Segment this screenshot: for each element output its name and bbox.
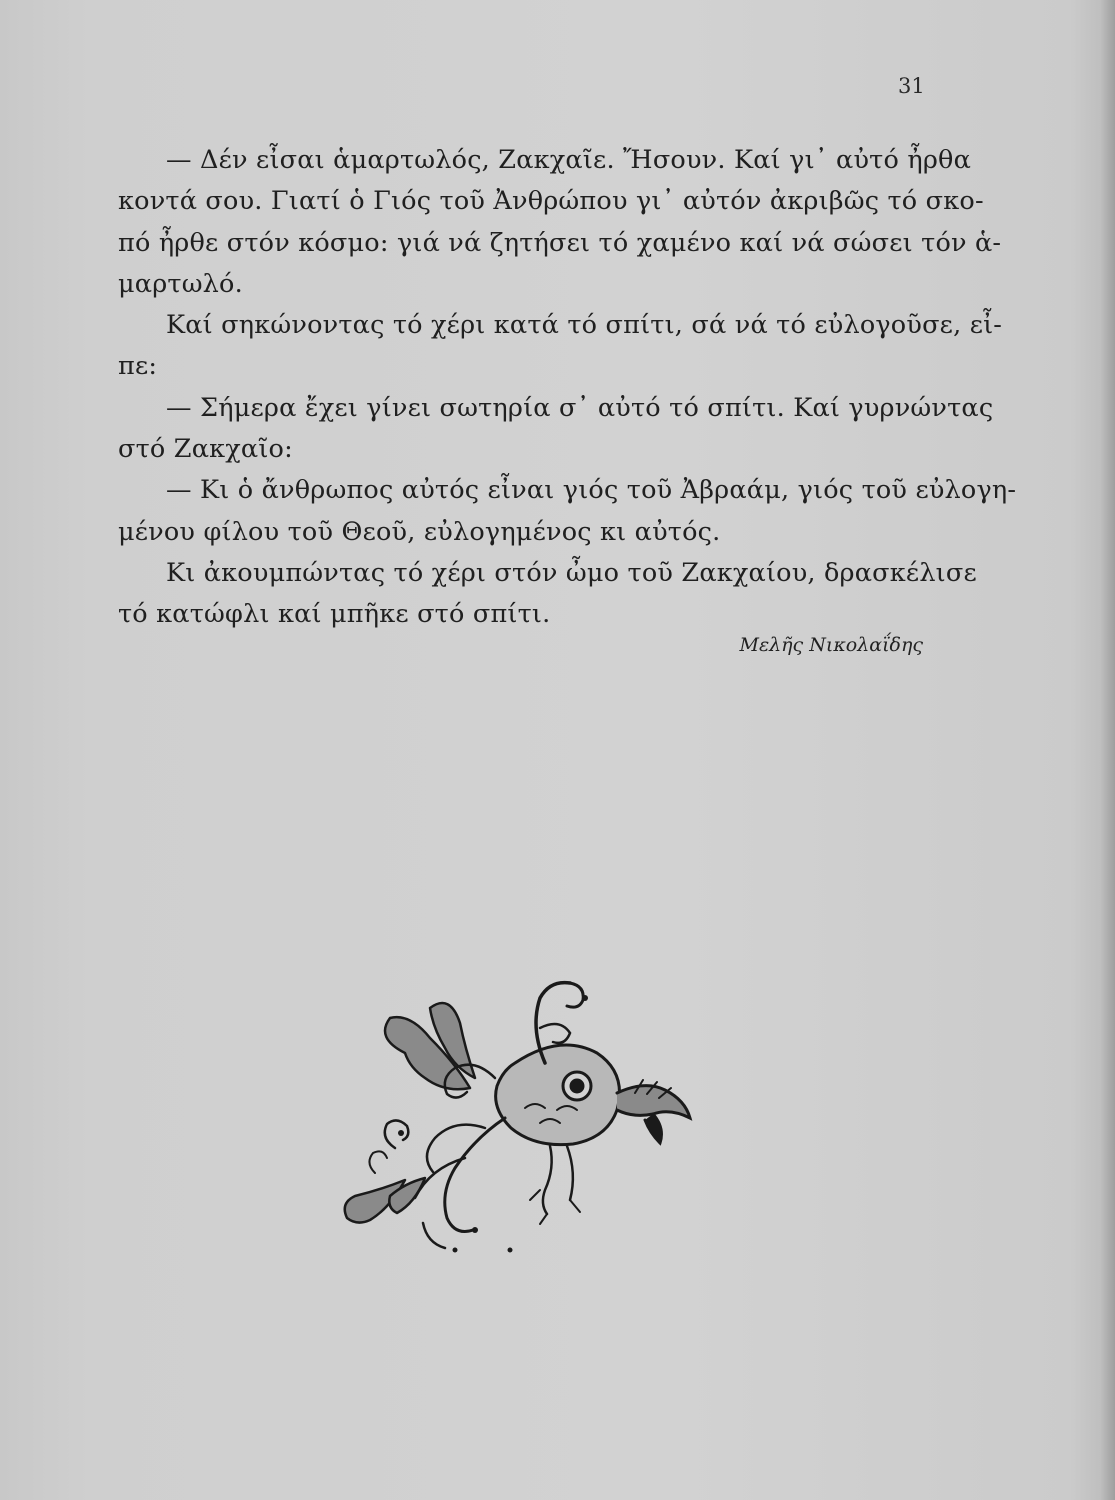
text-line: — Σήμερα ἔχει γίνει σωτηρία σ᾽ αὐτό τό σπίτι. Καί γυρνώντας xyxy=(166,392,994,423)
text-line: τό κατώφλι καί μπῆκε στό σπίτι. xyxy=(118,599,551,630)
page-number: 31 xyxy=(898,74,925,98)
text-line: μαρτωλό. xyxy=(118,268,243,299)
text-line: Κι ἀκουμπώντας τό χέρι στόν ὦμο τοῦ Ζακχαίου, δρασκέλισε xyxy=(166,557,977,588)
text-line: — Κι ὁ ἄνθρωπος αὐτός εἶναι γιός τοῦ Ἀβραάμ, γιός τοῦ εὐλογη- xyxy=(166,475,1017,506)
text-line: πό ἦρθε στόν κόσμο: γιά νά ζητήσει τό χαμένο καί νά σώσει τόν ἁ- xyxy=(118,227,1002,258)
text-line: Καί σηκώνοντας τό χέρι κατά τό σπίτι, σά νά τό εὐλογοῦσε, εἶ- xyxy=(166,310,1003,341)
text-line: στό Ζακχαῖο: xyxy=(118,434,293,465)
text-line: μένου φίλου τοῦ Θεοῦ, εὐλογημένος κι αὐτός. xyxy=(118,516,721,547)
bird-ornament-icon xyxy=(335,968,715,1258)
text-line: κοντά σου. Γιατί ὁ Γιός τοῦ Ἀνθρώπου γι᾽ αὐτόν ἀκριβῶς τό σκο- xyxy=(118,186,984,217)
text-line: πε: xyxy=(118,351,158,382)
author-signature: Μελῆς Νικολαΐδης xyxy=(739,634,923,656)
page-edge xyxy=(1101,0,1115,1500)
text-line: — Δέν εἶσαι ἁμαρτωλός, Ζακχαῖε. Ἤσουν. Καί γι᾽ αὐτό ἦρθα xyxy=(166,145,971,175)
body-text xyxy=(118,140,1017,636)
